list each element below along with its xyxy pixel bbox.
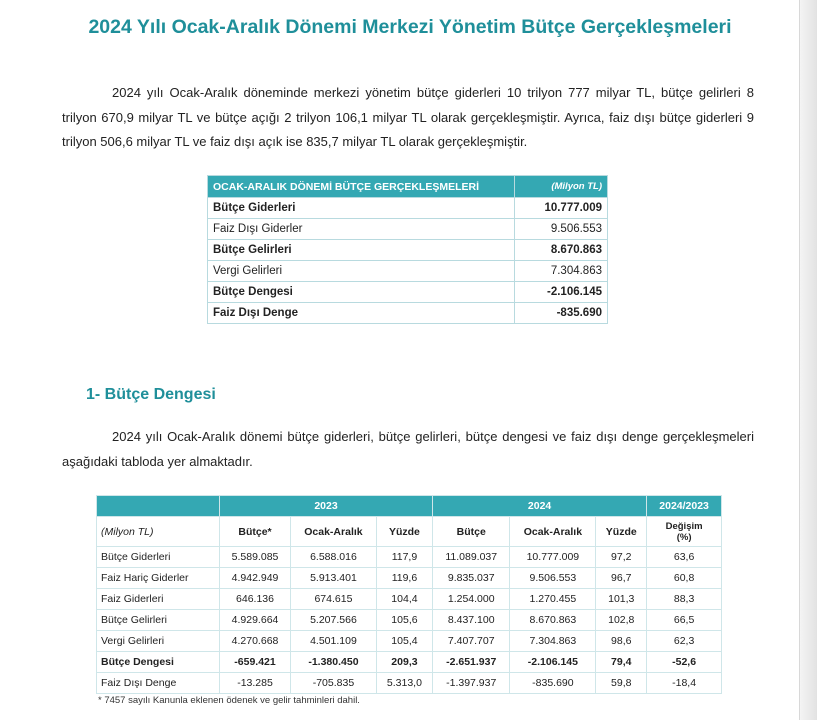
detail-cell-actual-2023: -705.835 [291, 673, 377, 694]
detail-cell-budget-2023: 4.929.664 [220, 610, 291, 631]
summary-row-label: Bütçe Giderleri [208, 198, 515, 219]
detail-cell-pct-2023: 5.313,0 [376, 673, 432, 694]
detail-body [97, 547, 722, 694]
page-edge [799, 0, 817, 720]
detail-cell-row-label: Bütçe Gelirleri [97, 610, 220, 631]
summary-row-label: Bütçe Gelirleri [208, 240, 515, 261]
detail-cell-pct-2024: 97,2 [596, 547, 647, 568]
detail-cell-actual-2023: -1.380.450 [291, 652, 377, 673]
detail-cell-budget-2023: 4.942.949 [220, 568, 291, 589]
summary-row-label: Bütçe Dengesi [208, 282, 515, 303]
detail-cell-change-pct: 62,3 [647, 631, 722, 652]
intro-paragraph: 2024 yılı Ocak-Aralık döneminde merkezi yönetim bütçe giderleri 10 trilyon 777 milyar TL, bütçe gelirleri 8 trilyon 670,9 milyar TL ve bütçe açığı 2 trilyon 106,1 milyar TL olarak gerçekleşmiştir. Ayrıca, faiz dışı bütçe giderleri 9 trilyon 506,6 milyar TL ve faiz dışı açık ise 835,7 milyar TL olarak gerçekleşmiştir. [62, 85, 754, 149]
col-change-unit: (%) [676, 531, 692, 543]
summary-row [208, 303, 608, 324]
detail-row [97, 652, 722, 673]
summary-row-value: -2.106.145 [515, 282, 608, 303]
summary-unit: (Milyon TL) [515, 176, 608, 198]
section-paragraph: 2024 yılı Ocak-Aralık dönemi bütçe giderleri, bütçe gelirleri, bütçe dengesi ve faiz dışı denge gerçekleşmeleri aşağıdaki tabloda yer almaktadır. [62, 429, 754, 469]
detail-cell-actual-2024: 8.670.863 [510, 610, 596, 631]
summary-header: OCAK-ARALIK DÖNEMİ BÜTÇE GERÇEKLEŞMELERİ [208, 176, 515, 198]
detail-cell-budget-2023: -659.421 [220, 652, 291, 673]
summary-row-label: Faiz Dışı Denge [208, 303, 515, 324]
detail-cell-row-label: Vergi Gelirleri [97, 631, 220, 652]
detail-cell-pct-2023: 105,4 [376, 631, 432, 652]
detail-cell-pct-2024: 101,3 [596, 589, 647, 610]
detail-cell-change-pct: -52,6 [647, 652, 722, 673]
detail-cell-budget-2023: 646.136 [220, 589, 291, 610]
detail-cell-pct-2023: 209,3 [376, 652, 432, 673]
detail-cell-budget-2024: -1.397.937 [433, 673, 510, 694]
detail-cell-budget-2024: 1.254.000 [433, 589, 510, 610]
detail-cell-pct-2023: 104,4 [376, 589, 432, 610]
detail-cell-pct-2024: 102,8 [596, 610, 647, 631]
detail-cell-budget-2024: -2.651.937 [433, 652, 510, 673]
col-actual-2024: Ocak-Aralık [510, 517, 596, 547]
col-actual-2023: Ocak-Aralık [291, 517, 377, 547]
summary-table [207, 175, 608, 324]
detail-cell-actual-2024: -835.690 [510, 673, 596, 694]
detail-row [97, 547, 722, 568]
col-pct-2024: Yüzde [596, 517, 647, 547]
summary-row [208, 240, 608, 261]
summary-body [208, 198, 608, 324]
col-change [647, 517, 722, 547]
detail-cell-actual-2023: 674.615 [291, 589, 377, 610]
detail-cell-actual-2023: 5.207.566 [291, 610, 377, 631]
summary-header-row [208, 176, 608, 198]
col-budget-2024: Bütçe [433, 517, 510, 547]
detail-cell-budget-2024: 7.407.707 [433, 631, 510, 652]
detail-cell-change-pct: -18,4 [647, 673, 722, 694]
year-2024-header: 2024 [433, 496, 647, 517]
detail-cell-row-label: Faiz Hariç Giderler [97, 568, 220, 589]
detail-cell-pct-2024: 79,4 [596, 652, 647, 673]
detail-cell-pct-2023: 119,6 [376, 568, 432, 589]
detail-cell-row-label: Faiz Dışı Denge [97, 673, 220, 694]
footnote: * 7457 sayılı Kanunla eklenen ödenek ve gelir tahminleri dahil. [98, 695, 360, 706]
detail-cell-actual-2023: 4.501.109 [291, 631, 377, 652]
detail-cell-row-label: Faiz Giderleri [97, 589, 220, 610]
summary-row [208, 198, 608, 219]
detail-corner [97, 496, 220, 517]
detail-cell-actual-2024: 10.777.009 [510, 547, 596, 568]
detail-cell-row-label: Bütçe Dengesi [97, 652, 220, 673]
detail-cell-actual-2023: 5.913.401 [291, 568, 377, 589]
detail-cell-budget-2024: 11.089.037 [433, 547, 510, 568]
summary-row-label: Vergi Gelirleri [208, 261, 515, 282]
summary-row [208, 219, 608, 240]
detail-cell-budget-2023: -13.285 [220, 673, 291, 694]
detail-cell-change-pct: 88,3 [647, 589, 722, 610]
summary-row-value: -835.690 [515, 303, 608, 324]
detail-cell-actual-2024: 1.270.455 [510, 589, 596, 610]
detail-year-row [97, 496, 722, 517]
summary-row-value: 8.670.863 [515, 240, 608, 261]
detail-cell-pct-2023: 105,6 [376, 610, 432, 631]
detail-cell-budget-2024: 9.835.037 [433, 568, 510, 589]
detail-row [97, 673, 722, 694]
col-pct-2023: Yüzde [376, 517, 432, 547]
summary-row-value: 9.506.553 [515, 219, 608, 240]
summary-row-label: Faiz Dışı Giderler [208, 219, 515, 240]
summary-row-value: 10.777.009 [515, 198, 608, 219]
detail-cell-actual-2024: 7.304.863 [510, 631, 596, 652]
col-budget-2023: Bütçe* [220, 517, 291, 547]
detail-cell-budget-2024: 8.437.100 [433, 610, 510, 631]
detail-cell-pct-2024: 96,7 [596, 568, 647, 589]
year-2023-header: 2023 [220, 496, 433, 517]
change-header: 2024/2023 [647, 496, 722, 517]
detail-row [97, 631, 722, 652]
detail-cell-budget-2023: 4.270.668 [220, 631, 291, 652]
detail-cell-change-pct: 63,6 [647, 547, 722, 568]
detail-cell-row-label: Bütçe Giderleri [97, 547, 220, 568]
summary-row [208, 282, 608, 303]
detail-cell-pct-2024: 98,6 [596, 631, 647, 652]
detail-cell-actual-2023: 6.588.016 [291, 547, 377, 568]
detail-table [96, 495, 722, 694]
detail-cell-change-pct: 60,8 [647, 568, 722, 589]
summary-row-value: 7.304.863 [515, 261, 608, 282]
page-title: 2024 Yılı Ocak-Aralık Dönemi Merkezi Yönetim Bütçe Gerçekleşmeleri [88, 16, 732, 38]
section-heading: 1- Bütçe Dengesi [86, 386, 216, 403]
summary-row [208, 261, 608, 282]
detail-cell-pct-2024: 59,8 [596, 673, 647, 694]
detail-cell-actual-2024: 9.506.553 [510, 568, 596, 589]
detail-row [97, 610, 722, 631]
col-change-label: Değişim [665, 520, 703, 532]
detail-unit: (Milyon TL) [97, 517, 220, 547]
detail-column-row [97, 517, 722, 547]
detail-cell-pct-2023: 117,9 [376, 547, 432, 568]
detail-cell-budget-2023: 5.589.085 [220, 547, 291, 568]
detail-cell-change-pct: 66,5 [647, 610, 722, 631]
detail-cell-actual-2024: -2.106.145 [510, 652, 596, 673]
detail-row [97, 568, 722, 589]
detail-row [97, 589, 722, 610]
